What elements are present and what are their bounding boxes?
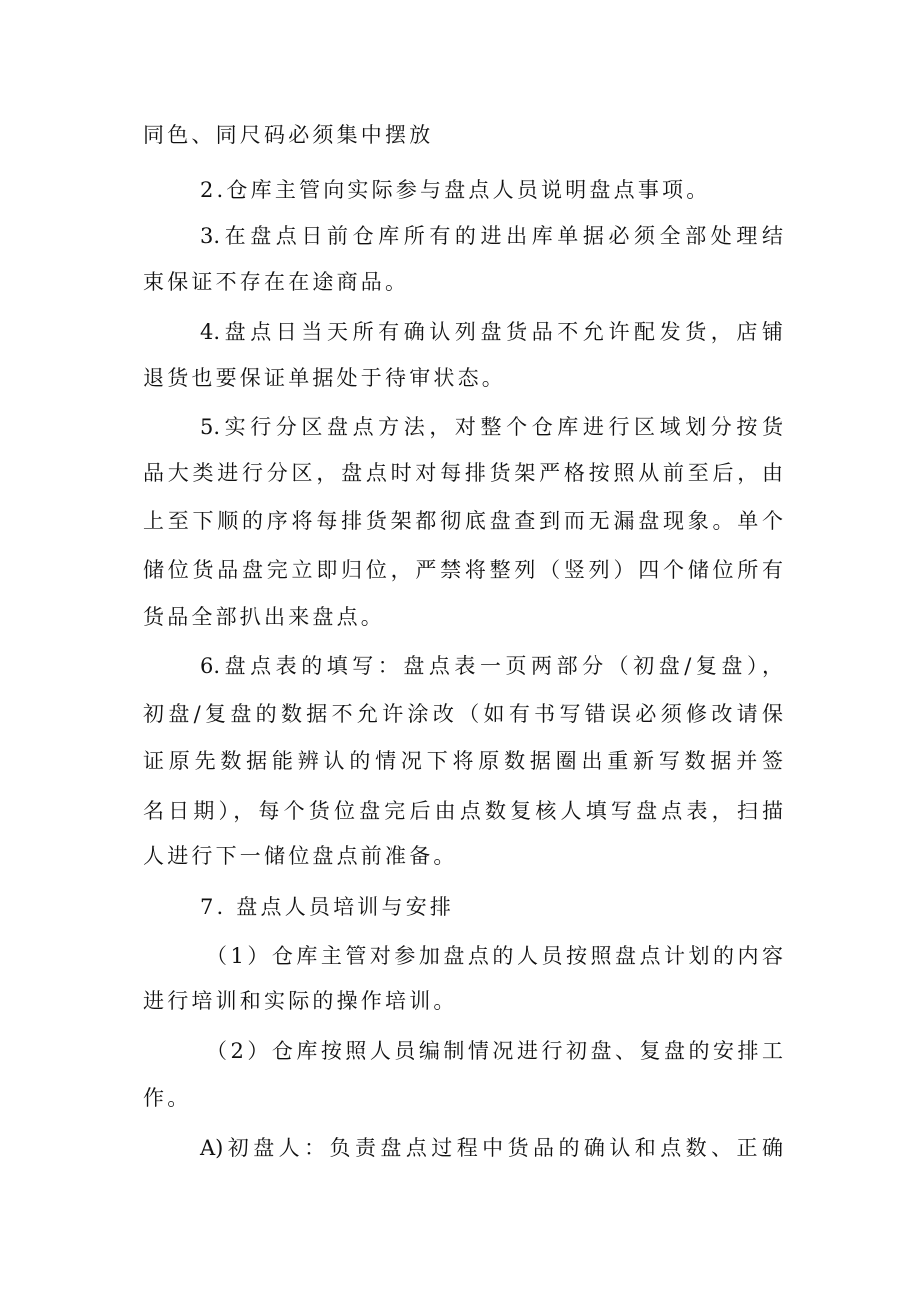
text-line: A)初盘人：负责盘点过程中货品的确认和点数、正确 <box>200 1136 783 1160</box>
text-line: 3.在盘点日前仓库所有的进出库单据必须全部处理结 <box>200 224 783 248</box>
text-line: （1）仓库主管对参加盘点的人员按照盘点计划的内容 <box>206 944 783 968</box>
text-line: 上至下顺的序将每排货架都彻底盘查到而无漏盘现象。单个 <box>143 509 783 533</box>
text-line: 退货也要保证单据处于待审状态。 <box>143 366 506 390</box>
text-line: （2）仓库按照人员编制情况进行初盘、复盘的安排工 <box>206 1039 783 1063</box>
text-line: 同色、同尺码必须集中摆放 <box>143 123 434 147</box>
text-line: 4.盘点日当天所有确认列盘货品不允许配发货，店铺 <box>200 320 783 344</box>
text-line: 储位货品盘完立即归位，严禁将整列（竖列）四个储位所有 <box>143 558 783 582</box>
text-line: 7. 盘点人员培训与安排 <box>200 895 455 919</box>
text-line: 货品全部扒出来盘点。 <box>143 605 385 629</box>
text-line: 5.实行分区盘点方法，对整个仓库进行区域划分按货 <box>200 415 783 439</box>
text-line: 束保证不存在在途商品。 <box>143 270 410 294</box>
text-line: 进行培训和实际的操作培训。 <box>143 989 458 1013</box>
text-line: 名日期），每个货位盘完后由点数复核人填写盘点表，扫描 <box>143 799 783 823</box>
text-line: 人进行下一储位盘点前准备。 <box>143 844 458 868</box>
text-line: 6.盘点表的填写：盘点表一页两部分（初盘/复盘）， <box>200 654 783 678</box>
text-line: 品大类进行分区，盘点时对每排货架严格按照从前至后，由 <box>143 461 783 485</box>
text-line: 初盘/复盘的数据不允许涂改（如有书写错误必须修改请保 <box>143 702 783 726</box>
text-line: 证原先数据能辨认的情况下将原数据圈出重新写数据并签 <box>143 749 783 773</box>
text-line: 作。 <box>143 1086 192 1110</box>
text-line: 2.仓库主管向实际参与盘点人员说明盘点事项。 <box>200 178 711 202</box>
